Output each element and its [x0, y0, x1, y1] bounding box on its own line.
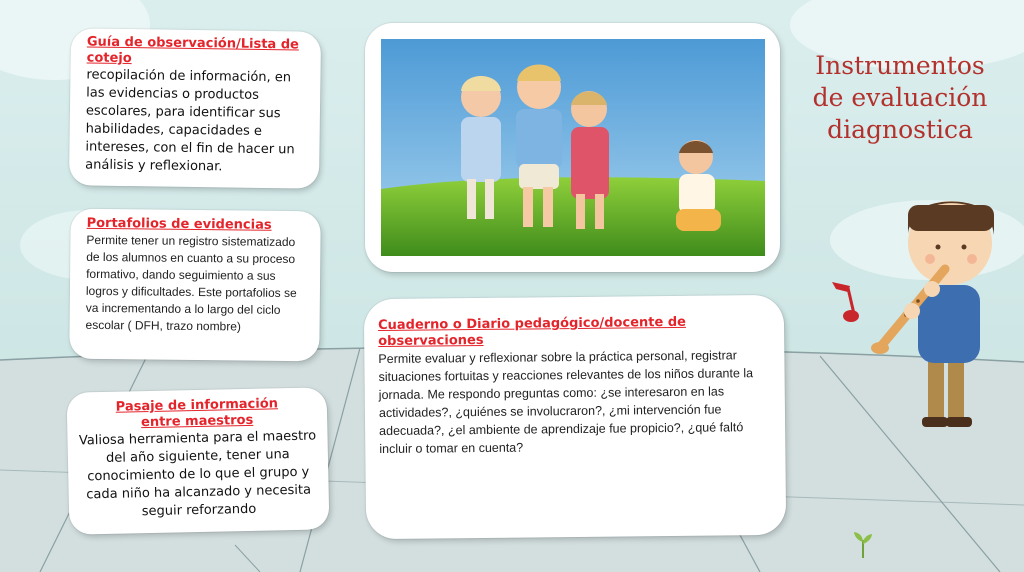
card-guia-observacion	[69, 28, 321, 188]
page-title	[790, 50, 1010, 146]
card-cuaderno-diario	[364, 295, 786, 539]
title-line: diagnostica	[827, 115, 973, 144]
card-body: recopilación de información, en las evidencias o productos escolares, para identificar sus habilidades, capacidades e intereses, con el fin de hacer un análisis y reflexionar.	[85, 67, 295, 175]
children-photo	[381, 39, 765, 256]
card-pasaje-informacion	[67, 387, 330, 534]
card-body: Permite evaluar y reflexionar sobre la práctica personal, registrar situaciones fortuitas y reacciones relevantes de los niños durante la jornada. Me respondo preguntas como: ¿se interesaron en las actividades?, ¿quiénes se involucraron?, ¿mi intervención fue adecuada?, ¿el ambiente de aprendizaje fue propicio?, ¿qué faltó incluir o tomar en cuenta?	[378, 348, 754, 457]
card-portafolios	[69, 209, 321, 362]
title-line: de evaluación	[812, 83, 988, 112]
title-line: Instrumentos	[815, 51, 985, 80]
flute-boy-illustration	[860, 185, 1024, 435]
card-body: Permite tener un registro sistematizado de los alumnos en cuanto a su proceso formativo, dando seguimiento a sus logros y dificultades. Este portafolios se va incrementando a lo largo del ciclo escolar ( DFH, trazo nombre)	[85, 232, 297, 334]
card-body: Valiosa herramienta para el maestro del año siguiente, tener una conocimiento de lo que el grupo y cada niño ha alcanzado y necesita seguir reforzando	[78, 428, 317, 520]
card-heading: Guía de observación/Lista de cotejo	[86, 34, 300, 67]
card-heading: Pasaje de información entre maestros	[115, 396, 279, 431]
card-heading: Cuaderno o Diario pedagógico/docente de observaciones	[377, 314, 686, 350]
sprout-icon	[852, 530, 874, 558]
photo-card	[365, 23, 780, 272]
card-heading: Portafolios de evidencias	[86, 215, 272, 233]
